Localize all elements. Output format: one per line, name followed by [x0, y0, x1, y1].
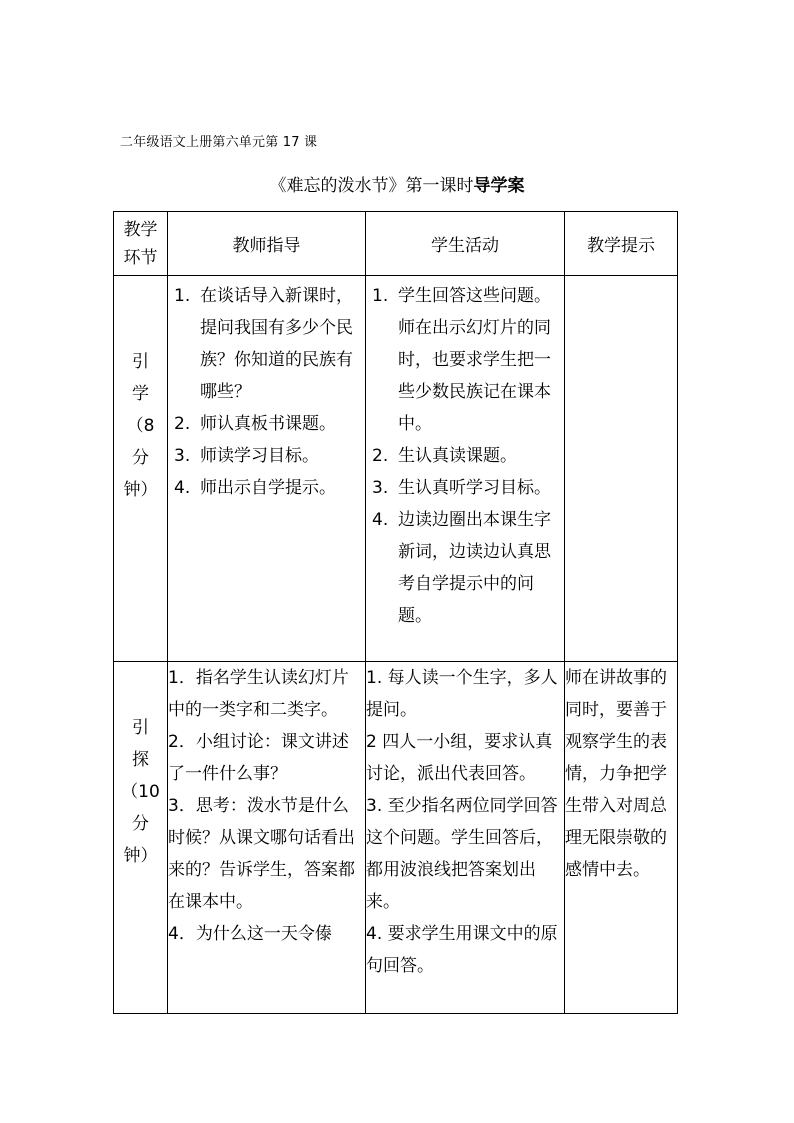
document-title: [0, 171, 794, 196]
list-item: 3. 生认真听学习目标。: [372, 478, 551, 498]
header-stage: [114, 212, 168, 276]
stage-char: （10: [121, 782, 160, 802]
header-tips: 教学提示: [565, 212, 678, 276]
list-item: 4. 师出示自学提示。: [174, 478, 336, 498]
table-row: [114, 662, 678, 1014]
teacher-cell-2: [168, 662, 366, 1014]
header-stage-line2: 环节: [123, 247, 158, 268]
list-item: 3. 师读学习目标。: [174, 446, 319, 466]
title-main: 《难忘的泼水节》第一课时: [269, 176, 474, 196]
stage-char: 分: [132, 814, 149, 834]
tips-cell-2: 师在讲故事的同时，要善于观察学生的表情，力争把学生带入对周总理无限崇敬的感情中去。: [565, 662, 678, 1014]
student-cell-1: [366, 276, 565, 662]
stage-char: 学: [132, 384, 149, 404]
list-item: 1. 学生回答这些问题。师在出示幻灯片的同时，也要求学生把一些少数民族记在课本中。: [372, 286, 551, 434]
stage-char: 钟）: [123, 846, 158, 866]
paragraph: 1. 每人读一个生字，多人提问。: [366, 668, 558, 720]
document-header: 二年级语文上册第六单元第 17 课: [120, 135, 318, 150]
paragraph: 2．小组讨论：课文讲述了一件什么事？: [168, 732, 349, 784]
paragraph: 4. 要求学生用课文中的原句回答。: [366, 924, 558, 976]
student-cell-2: [366, 662, 565, 1014]
header-stage-line1: 教学: [123, 219, 158, 240]
list-item: 4. 边读边圈出本课生字新词，边读边认真思考自学提示中的问题。: [372, 510, 551, 626]
title-bold: 导学案: [473, 176, 525, 196]
table-header-row: [114, 212, 678, 276]
header-teacher: 教师指导: [168, 212, 366, 276]
paragraph: 3．思考：泼水节是什么时候？从课文哪句话看出来的？告诉学生，答案都在课本中。: [168, 796, 355, 912]
list-item: 1. 在谈话导入新课时，提问我国有多少个民族？你知道的民族有哪些？: [174, 286, 353, 402]
paragraph: 2 四人一小组，要求认真讨论，派出代表回答。: [366, 732, 553, 784]
teacher-cell-1: [168, 276, 366, 662]
lesson-plan-table: [113, 211, 678, 1014]
stage-cell-2: [114, 662, 168, 1014]
paragraph: 4．为什么这一天令傣: [168, 924, 332, 944]
table-row: [114, 276, 678, 662]
paragraph: 1．指名学生认读幻灯片中的一类字和二类字。: [168, 668, 349, 720]
stage-char: 分: [132, 448, 149, 468]
list-item: 2. 师认真板书课题。: [174, 414, 336, 434]
header-student: 学生活动: [366, 212, 565, 276]
stage-char: 引: [132, 352, 149, 372]
tips-cell-1: [565, 276, 678, 662]
paragraph: 3. 至少指名两位同学回答这个问题。学生回答后，都用波浪线把答案划出来。: [366, 796, 558, 912]
list-item: 2. 生认真读课题。: [372, 446, 517, 466]
stage-char: （8: [126, 416, 155, 436]
stage-char: 钟）: [123, 480, 158, 500]
stage-char: 探: [132, 750, 149, 770]
stage-char: 引: [132, 718, 149, 738]
stage-cell-1: [114, 276, 168, 662]
